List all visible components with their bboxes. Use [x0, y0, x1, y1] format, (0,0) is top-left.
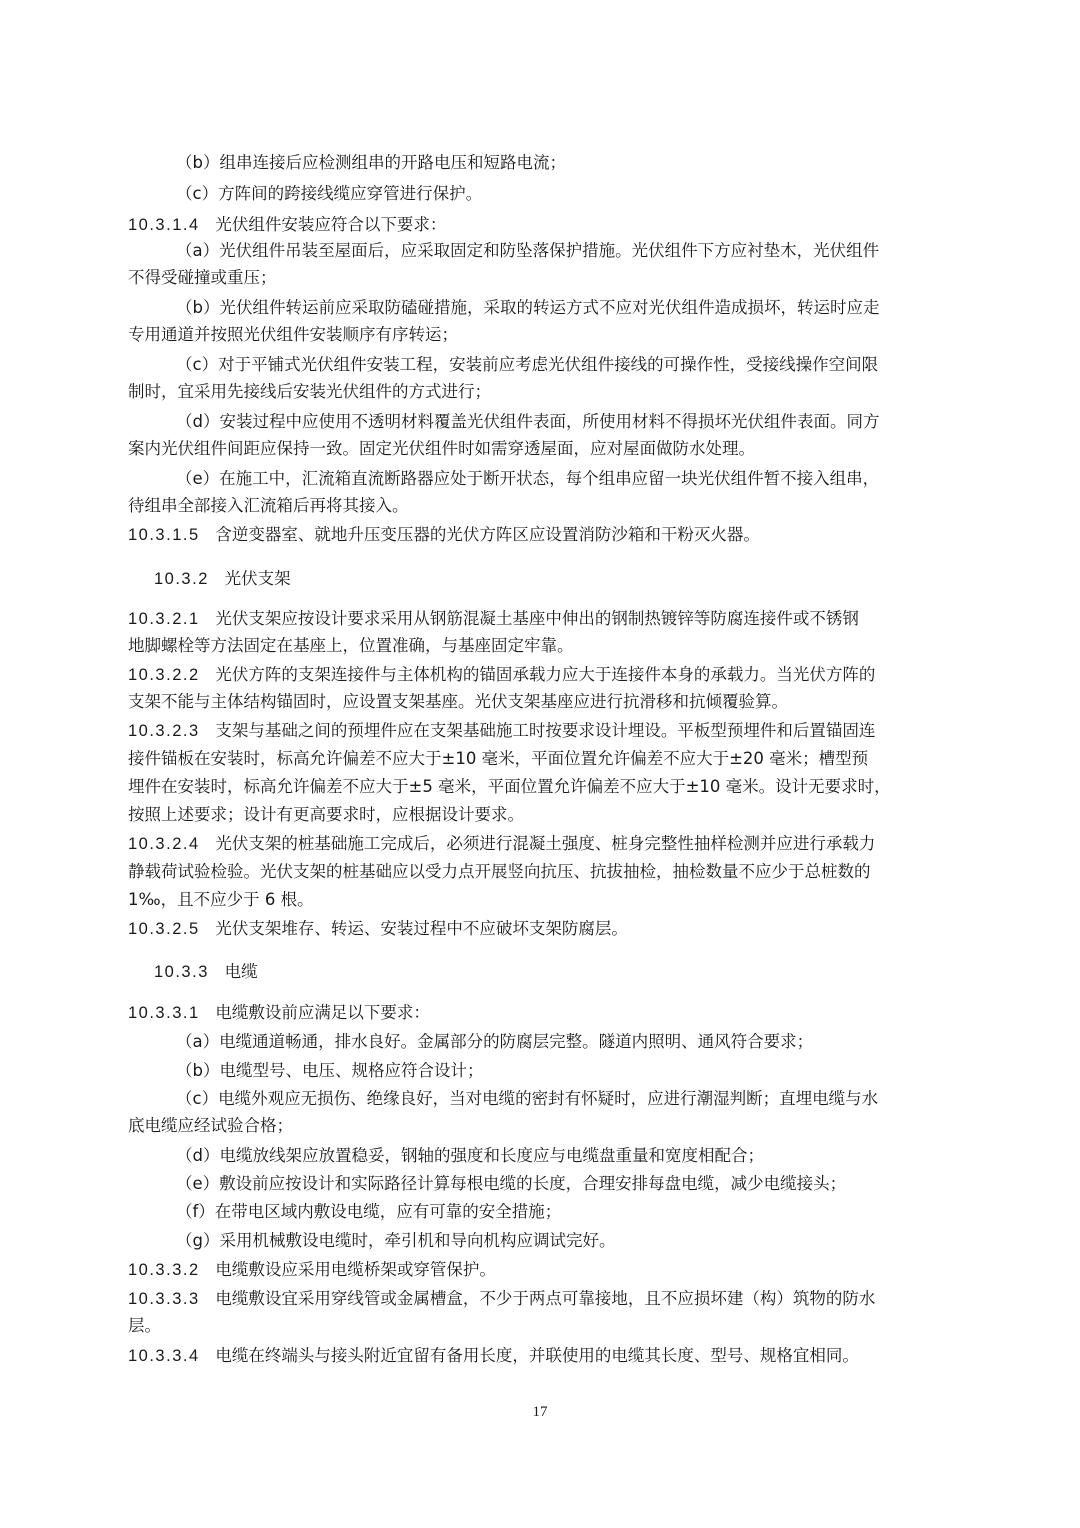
list-item: （e）敷设前应按设计和实际路径计算每根电缆的长度，合理安排每盘电缆，减少电缆接头；	[176, 1174, 847, 1193]
paragraph-line: 制时，宜采用先接线后安装光伏组件的方式进行；	[128, 382, 491, 401]
clause-number: 10.3.3.2	[128, 1261, 200, 1279]
clause-number: 10.3.3.4	[128, 1347, 200, 1365]
clause-number: 10.3.2.4	[128, 835, 200, 853]
paragraph-line: 不得受碰撞或重压；	[128, 268, 277, 287]
list-item: （c）方阵间的跨接线缆应穿管进行保护。	[176, 184, 483, 203]
clause-text: 光伏支架应按设计要求采用从钢筋混凝土基座中伸出的钢制热镀锌等防腐连接件或不锈钢	[215, 609, 859, 628]
section-heading-10-3-2	[154, 566, 291, 592]
list-item: （a）电缆通道畅通，排水良好。金属部分的防腐层完整。隧道内照明、通风符合要求；	[176, 1032, 814, 1051]
paragraph-line: 案内光伏组件间距应保持一致。固定光伏组件时如需穿透屋面，应对屋面做防水处理。	[128, 439, 755, 458]
list-item: （e）在施工中，汇流箱直流断路器应处于断开状态，每个组串应留一块光伏组件暂不接入组串，	[176, 469, 880, 488]
list-item: （c）对于平铺式光伏组件安装工程，安装前应考虑光伏组件接线的可操作性，受接线操作空间限	[176, 355, 879, 374]
clause-text: 光伏组件安装应符合以下要求：	[215, 215, 447, 234]
paragraph-line: 层。	[128, 1316, 161, 1335]
clause-10-3-2-2	[128, 662, 875, 688]
clause-10-3-3-4	[128, 1343, 859, 1369]
clause-10-3-3-1	[128, 1000, 430, 1026]
clause-number: 10.3.3.1	[128, 1004, 200, 1022]
paragraph-line: 支架不能与主体结构锚固时，应设置支架基座。光伏支架基座应进行抗滑移和抗倾覆验算。	[128, 692, 788, 711]
section-number: 10.3.2	[154, 570, 209, 588]
page-number: 17	[532, 1404, 548, 1420]
section-title: 光伏支架	[224, 569, 291, 588]
list-item: （c）电缆外观应无损伤、绝缘良好，当对电缆的密封有怀疑时，应进行潮湿判断；直埋电缆与水	[176, 1089, 879, 1108]
paragraph-line: 地脚螺栓等方法固定在基座上，位置准确，与基座固定牢靠。	[128, 636, 574, 655]
clause-text: 光伏方阵的支架连接件与主体机构的锚固承载力应大于连接件本身的承载力。当光伏方阵的	[215, 665, 876, 684]
clause-number: 10.3.2.1	[128, 610, 200, 628]
list-item: （d）电缆放线架应放置稳妥，钢轴的强度和长度应与电缆盘重量和宽度相配合；	[176, 1146, 764, 1165]
clause-10-3-2-5	[128, 916, 628, 942]
clause-10-3-2-3	[128, 718, 875, 744]
section-heading-10-3-3	[154, 959, 258, 985]
paragraph-line: 静载荷试验检验。光伏支架的桩基础应以受力点开展竖向抗压、抗拔抽检，抽检数量不应少于总桩数的	[128, 862, 871, 881]
clause-number: 10.3.2.5	[128, 920, 200, 938]
clause-10-3-1-5	[128, 522, 760, 548]
clause-text: 电缆在终端头与接头附近宜留有备用长度，并联使用的电缆其长度、型号、规格宜相同。	[215, 1346, 859, 1365]
paragraph-line: 待组串全部接入汇流箱后再将其接入。	[128, 496, 409, 515]
section-title: 电缆	[224, 962, 258, 981]
clause-10-3-3-2	[128, 1257, 496, 1283]
clause-number: 10.3.1.5	[128, 526, 200, 544]
paragraph-line: 接件锚板在安装时，标高允许偏差不应大于±10 毫米，平面位置允许偏差不应大于±20 毫米；槽型预	[128, 749, 869, 768]
paragraph-line: 1‰，且不应少于 6 根。	[128, 890, 314, 909]
clause-text: 光伏支架的桩基础施工完成后，必须进行混凝土强度、桩身完整性抽样检测并应进行承载力	[215, 834, 876, 853]
paragraph-line: 专用通道并按照光伏组件安装顺序有序转运；	[128, 325, 458, 344]
clause-text: 电缆敷设宜采用穿线管或金属槽盒，不少于两点可靠接地，且不应损坏建（构）筑物的防水	[215, 1289, 876, 1308]
clause-text: 电缆敷设应采用电缆桥架或穿管保护。	[215, 1260, 496, 1279]
clause-text: 支架与基础之间的预埋件应在支架基础施工时按要求设计埋设。平板型预埋件和后置锚固连	[215, 721, 876, 740]
paragraph-line: 底电缆应经试验合格；	[128, 1116, 293, 1135]
clause-10-3-3-3	[128, 1286, 875, 1312]
clause-text: 光伏支架堆存、转运、安装过程中不应破坏支架防腐层。	[215, 919, 628, 938]
paragraph-line: 按照上述要求；设计有更高要求时，应根据设计要求。	[128, 805, 524, 824]
clause-text: 电缆敷设前应满足以下要求：	[215, 1003, 430, 1022]
clause-number: 10.3.3.3	[128, 1290, 200, 1308]
clause-number: 10.3.1.4	[128, 216, 200, 234]
section-number: 10.3.3	[154, 963, 209, 981]
clause-text: 含逆变器室、就地升压变压器的光伏方阵区应设置消防沙箱和干粉灭火器。	[215, 525, 760, 544]
clause-10-3-1-4	[128, 212, 446, 238]
list-item: （b）光伏组件转运前应采取防磕碰措施，采取的转运方式不应对光伏组件造成损坏，转运时应走	[176, 298, 880, 317]
paragraph-line: 埋件在安装时，标高允许偏差不应大于±5 毫米，平面位置允许偏差不应大于±10 毫米。设计无要求时，	[128, 777, 891, 796]
list-item: （a）光伏组件吊装至屋面后，应采取固定和防坠落保护措施。光伏组件下方应衬垫木，光伏组件	[176, 241, 880, 260]
list-item: （d）安装过程中应使用不透明材料覆盖光伏组件表面，所使用材料不得损坏光伏组件表面。同方	[176, 412, 880, 431]
list-item: （f）在带电区域内敷设电缆，应有可靠的安全措施；	[176, 1202, 562, 1221]
clause-10-3-2-1	[128, 606, 859, 632]
list-item: （g）采用机械敷设电缆时，牵引机和导向机构应调试完好。	[176, 1231, 616, 1250]
clause-10-3-2-4	[128, 831, 875, 857]
clause-number: 10.3.2.3	[128, 722, 200, 740]
clause-number: 10.3.2.2	[128, 666, 200, 684]
list-item: （b）电缆型号、电压、规格应符合设计；	[176, 1061, 484, 1080]
list-item: （b）组串连接后应检测组串的开路电压和短路电流；	[176, 153, 566, 172]
